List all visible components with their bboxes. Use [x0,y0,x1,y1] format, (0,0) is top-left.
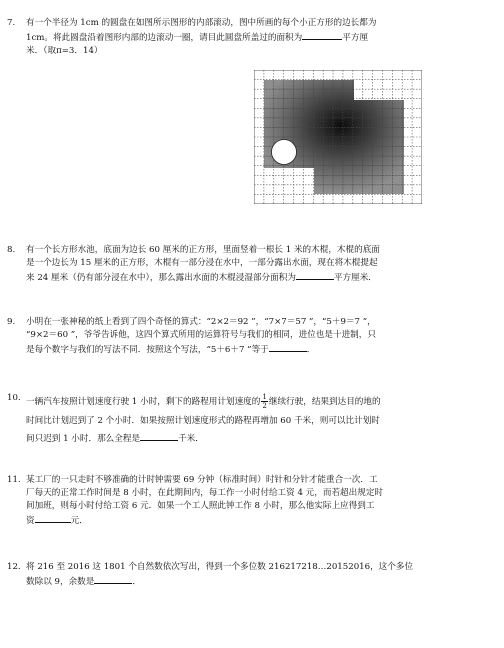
answer-blank[interactable] [140,431,178,441]
fraction [261,393,267,410]
text-line: 小明在一张神秘的纸上看到了四个奇怪的算式：“2×2＝92 ”，“7×7＝57 ”，“5＋9＝7 ”， [26,317,376,327]
question-number: 8. [7,245,16,255]
text-line: “9×2＝60 ”，爷爷告诉他，这四个算式所用的运算符号与我们的相同，进位也是十进制，只 [26,330,376,340]
answer-blank[interactable] [302,30,342,40]
text-line: 米．（取π=3．14） [26,46,103,56]
question-text [26,474,478,528]
question-text [26,17,478,58]
question-text [26,561,478,589]
text-line [26,513,478,528]
text-line: 时间比计划迟到了 2 个小时．如果按照计划速度形式的路程再增加 60 千米，则可以比计划时 [26,416,380,426]
answer-blank[interactable] [296,270,334,280]
text-line: 间加班，则每小时付给工资 6 元．如果一个工人照此钟工作 8 小时，那么他实际上应得到工 [26,501,375,511]
question-number: 10. [7,393,21,403]
rolling-disk [272,140,297,165]
text-line [26,30,478,45]
question-text [26,392,478,446]
text-line: 某工厂的一只走时不够准确的计时钟需要 69 分钟（标准时间）时针和分针才能重合一次．工 [26,475,378,485]
text-fragment: 平方厘 [342,33,369,43]
fraction-denominator: 2 [262,402,267,410]
text-line: 有一个长方形水池，底面为边长 60 厘米的正方形，里面竖着一根长 1 米的木棍，木棍的底面 [26,245,380,255]
text-line: 是一个边长为 15 厘米的正方形，木棍有一部分浸在水中，一部分露出水面，现在将木棍提起 [26,258,378,268]
text-fragment: 元． [70,516,88,526]
question-text [26,316,478,357]
text-line [26,270,478,285]
text-fragment: 平方厘米． [333,273,377,283]
text-fragment: 一辆汽车按照计划速度行驶 1 小时，剩下的路程用计划速度的 [26,397,261,407]
answer-blank[interactable] [94,574,132,584]
fraction-numerator: 1 [262,393,267,401]
text-line: 有一个半径为 1cm 的圆盘在如图所示图形的内部滚动，图中所画的每个小正方形的边长都为 [26,18,377,28]
answer-blank[interactable] [269,342,307,352]
answer-blank[interactable] [35,513,71,523]
question-number: 12. [7,562,21,572]
text-fragment: 是每个数字与我们的写法不同．按照这个写法，“5＋6＋7 ”等于 [26,345,269,355]
text-line [26,574,478,589]
text-line: 厂每天的正常工作时间是 8 小时，在此期间内，每工作一小时付给工资 4 元，而若超出规定时 [26,488,384,498]
text-fragment: 来 24 厘米（仍有部分浸在水中），那么露出水面的木棍浸湿部分面积为 [26,273,296,283]
text-fragment: 间只迟到 1 小时．那么全程是 [26,434,141,444]
text-line [26,431,478,446]
question-number: 11. [7,475,21,485]
question-text [26,244,478,285]
text-fragment: 数除以 9，余数是 [26,577,95,587]
text-fragment: ． [306,345,316,355]
text-fragment: 资 [26,516,35,526]
question-number: 7. [7,18,16,28]
text-fragment: ． [132,577,141,587]
grid-figure [254,70,422,204]
text-line: 将 216 至 2016 这 1801 个自然数依次写出，得到一个多位数 216217218…20152016，这个多位 [26,562,414,572]
text-line [26,392,478,412]
text-fragment: 1cm。将此圆盘沿着图形内部的边滚动一圈，请目此圆盘所盖过的面积为 [26,33,303,43]
text-fragment: 千米． [178,434,204,444]
question-number: 9. [7,317,16,327]
text-fragment: 继续行驶，结果到达目的地的 [268,397,381,407]
text-line [26,342,478,357]
